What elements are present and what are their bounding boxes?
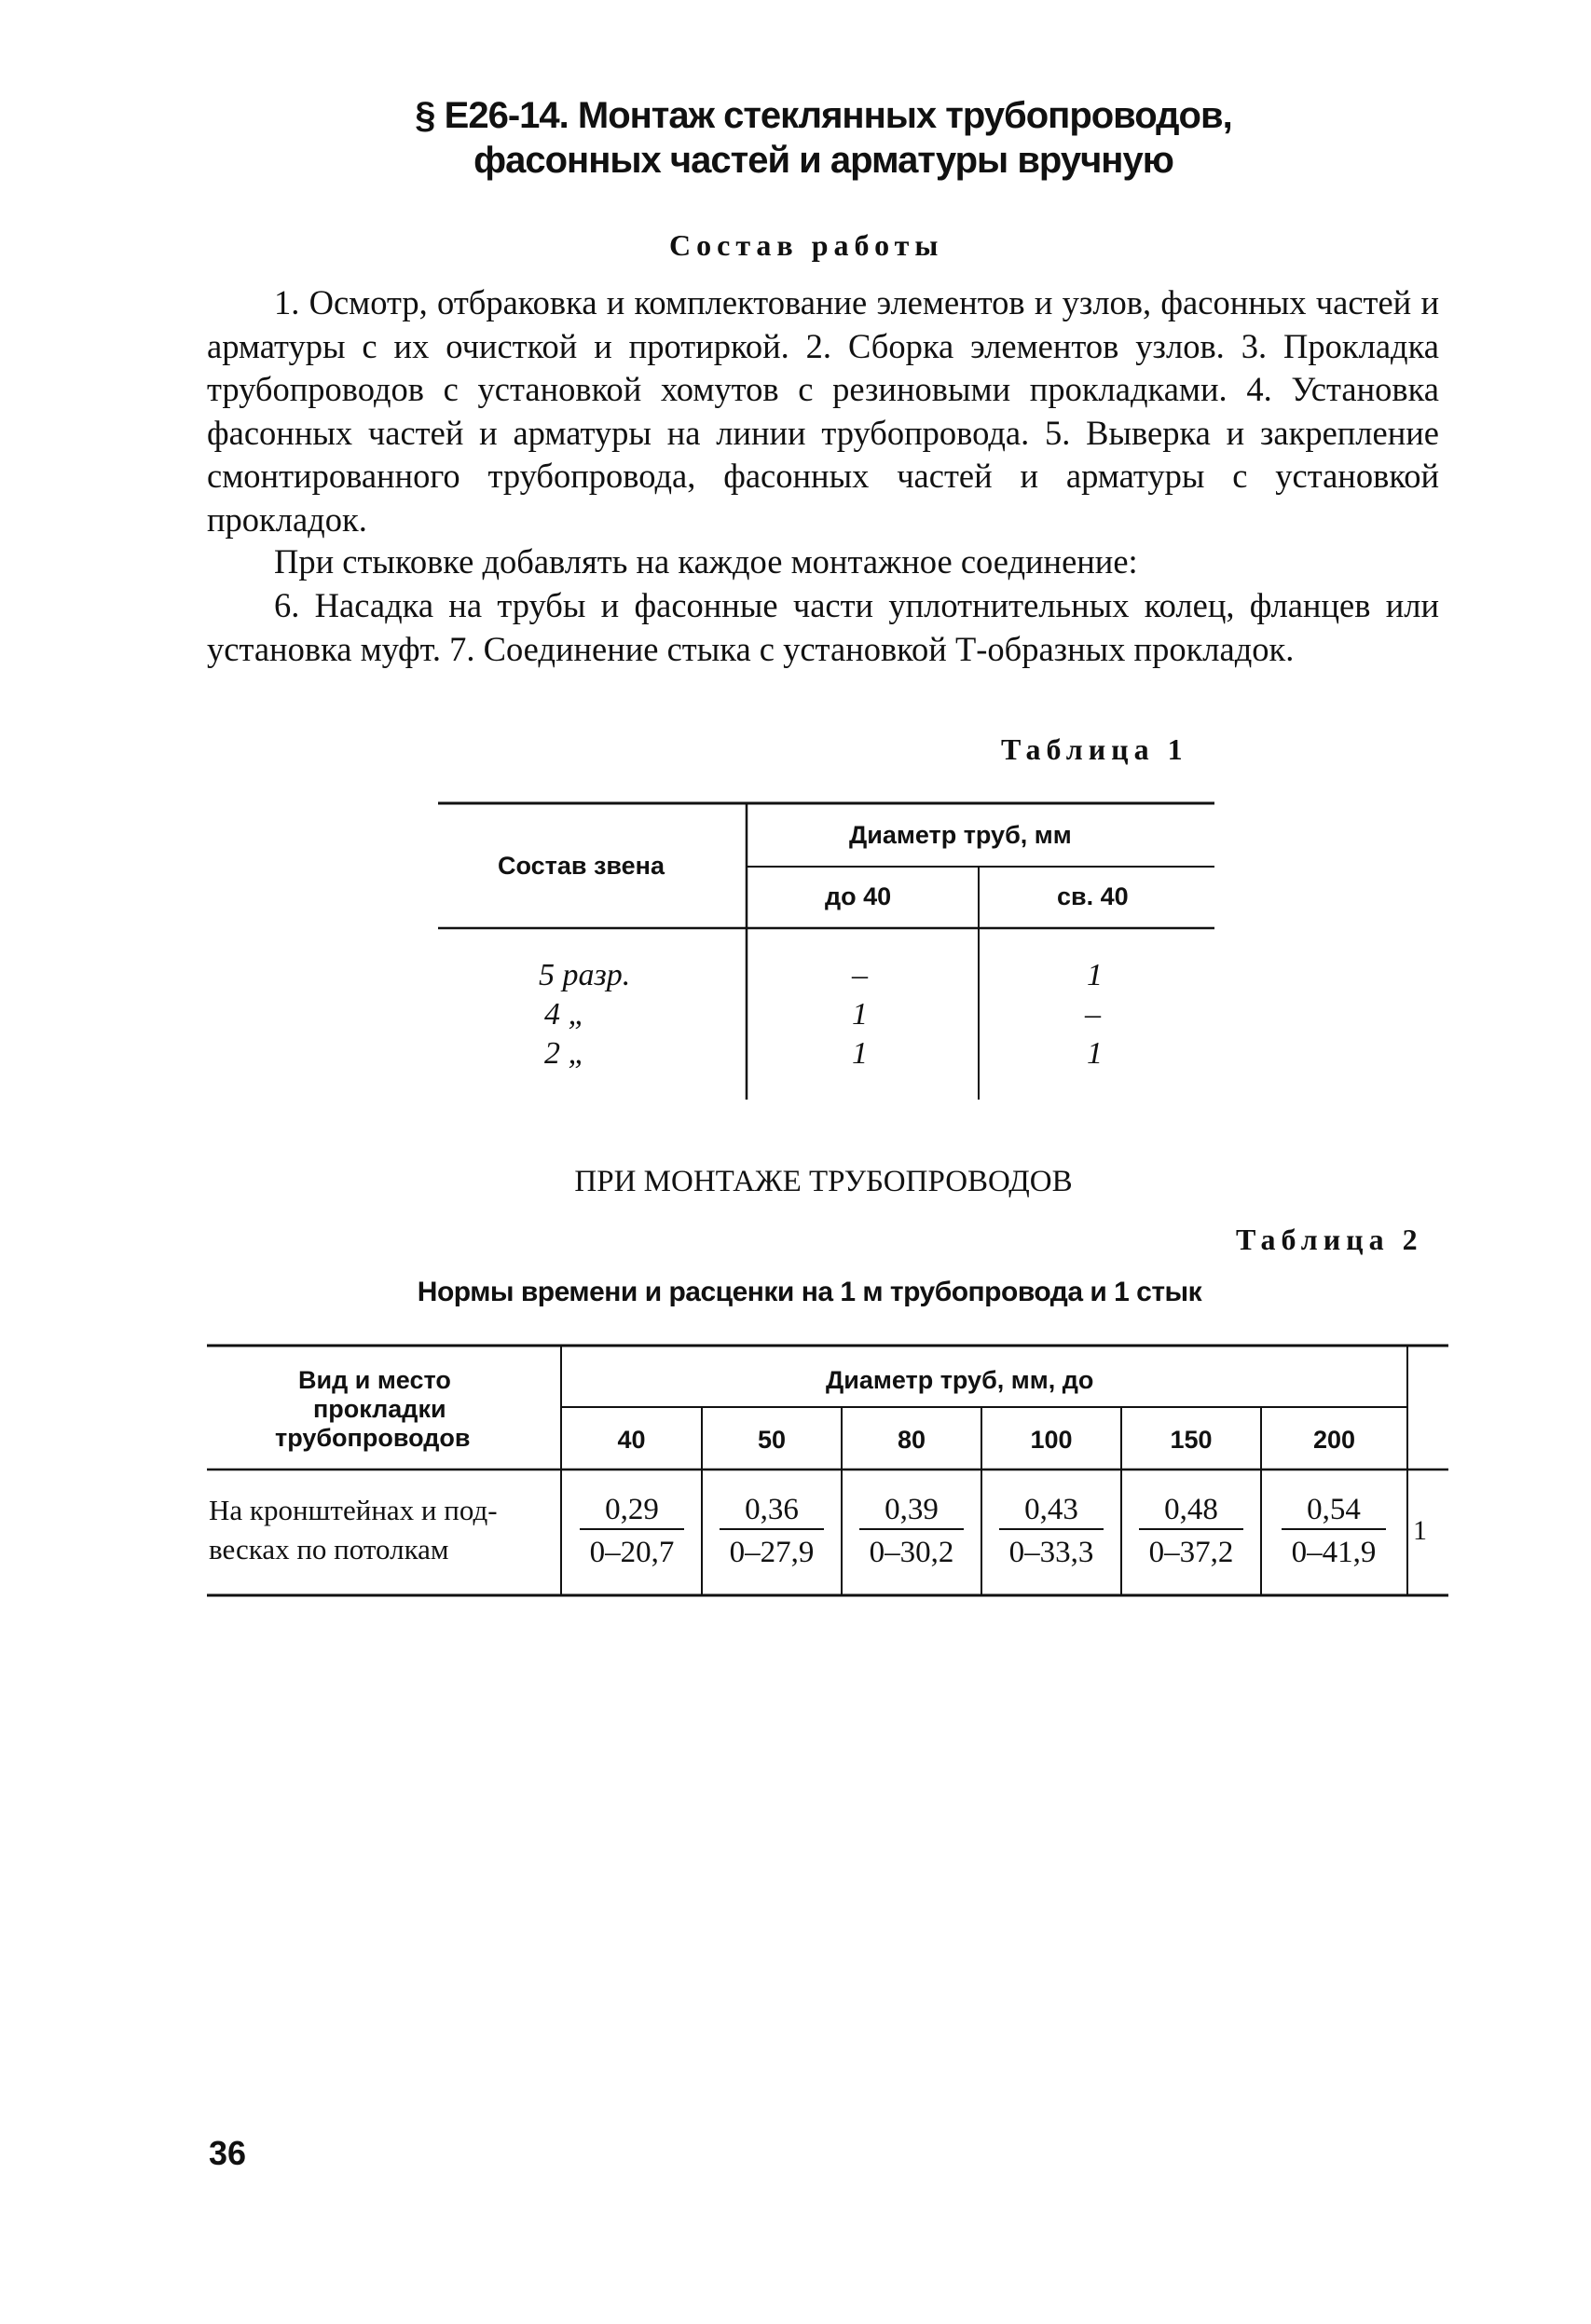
- section-title-line-1: § Е26-14. Монтаж стеклянных трубопроводов,: [415, 95, 1232, 136]
- fraction-bar: [580, 1528, 684, 1530]
- table-2-norm-cell: [983, 1491, 1119, 1573]
- table-2-diameter-100: 100: [1030, 1426, 1073, 1454]
- table-2-norm-cell: [1123, 1491, 1259, 1573]
- table-2-diameter-200: 200: [1312, 1426, 1356, 1454]
- norm-time: 0,29: [605, 1493, 659, 1526]
- work-paragraph-2: При стыковке добавлять на каждое монтажное соединение:: [274, 542, 1138, 581]
- table-2-label: Таблица 2: [1236, 1223, 1423, 1256]
- table-1-subheader-up-to-40: до 40: [825, 882, 892, 910]
- price: 0–27,9: [729, 1536, 815, 1569]
- price: 0–41,9: [1291, 1536, 1377, 1569]
- norm-time: 0,36: [745, 1493, 799, 1526]
- fraction-bar: [1282, 1528, 1386, 1530]
- fraction-bar: [859, 1528, 964, 1530]
- table-2-diameter-header: Диаметр труб, мм, до: [826, 1366, 1094, 1394]
- price: 0–30,2: [869, 1536, 954, 1569]
- table-1-cell: 1: [1087, 958, 1103, 992]
- table-1-grade-2: 2 „: [544, 1036, 586, 1071]
- page-number: 36: [209, 2134, 247, 2172]
- price: 0–20,7: [589, 1536, 675, 1569]
- table-2-diameter-50: 50: [757, 1426, 787, 1454]
- table-2-diameter-40: 40: [617, 1426, 646, 1454]
- price: 0–37,2: [1148, 1536, 1234, 1569]
- table-1-cell: 1: [1087, 1036, 1103, 1071]
- table-2-type-header-line-2: прокладки: [313, 1395, 446, 1423]
- table-2-norm-cell: [844, 1491, 980, 1573]
- work-paragraph-3: 6. Насадка на трубы и фасонные части уплотнительных колец, фланцев или установка муфт. 7. Соединение стыка с установкой Т-образных прокладок.: [207, 586, 1439, 668]
- norm-time: 0,39: [885, 1493, 939, 1526]
- table-1-grade-5: 5 разр.: [539, 958, 631, 992]
- table-2-diameter-80: 80: [897, 1426, 926, 1454]
- table-2-norm-cell: [1266, 1491, 1402, 1573]
- section-title-line-2: фасонных частей и арматуры вручную: [473, 140, 1173, 181]
- table-2-row-label-line-1: На кронштейнах и под-: [209, 1494, 498, 1526]
- pipeline-installation-heading: ПРИ МОНТАЖЕ ТРУБОПРОВОДОВ: [574, 1165, 1073, 1198]
- norm-time: 0,54: [1307, 1493, 1361, 1526]
- table-2-row-label-line-2: весках по потолкам: [209, 1533, 449, 1565]
- table-1-cell: 1: [852, 997, 868, 1032]
- table-2-caption: Нормы времени и расценки на 1 м трубопровода и 1 стык: [417, 1277, 1202, 1307]
- table-2-diameter-150: 150: [1170, 1426, 1213, 1454]
- table-1-crew-header: Состав звена: [498, 852, 665, 880]
- table-1-diameter-header: Диаметр труб, мм: [849, 821, 1072, 849]
- table-1-grade-4: 4 „: [544, 997, 586, 1032]
- price: 0–33,3: [1008, 1536, 1094, 1569]
- fraction-bar: [999, 1528, 1104, 1530]
- fraction-bar: [1139, 1528, 1243, 1530]
- table-2-norm-cell: [704, 1491, 840, 1573]
- table-1-cell: –: [1085, 997, 1101, 1032]
- table-1-cell: –: [852, 958, 868, 992]
- norm-time: 0,43: [1024, 1493, 1078, 1526]
- table-2-type-header-line-3: трубопроводов: [275, 1424, 471, 1452]
- fraction-bar: [720, 1528, 824, 1530]
- table-2-type-header-line-1: Вид и место: [298, 1366, 451, 1394]
- table-1-cell: 1: [852, 1036, 868, 1071]
- work-paragraph-1: 1. Осмотр, отбраковка и комплектование элементов и узлов, фасонных частей и арматуры с их очисткой и протиркой. 2. Сборка элементов узлов. 3. Прокладка трубопроводов с установкой хомутов с резиновыми прокладками. 4. Установка фасонных частей и арматуры на линии трубопровода. 5. Выверка и закрепление смонтированного трубопровода, фасонных частей и арматуры с установкой прокладок.: [207, 283, 1439, 539]
- table-2-norm-cell: [564, 1491, 700, 1573]
- work-composition-heading: Состав работы: [669, 228, 944, 262]
- norm-time: 0,48: [1164, 1493, 1218, 1526]
- table-2-row-number: 1: [1413, 1515, 1427, 1546]
- table-1-subheader-over-40: св. 40: [1057, 882, 1129, 910]
- table-1-label: Таблица 1: [1001, 732, 1188, 766]
